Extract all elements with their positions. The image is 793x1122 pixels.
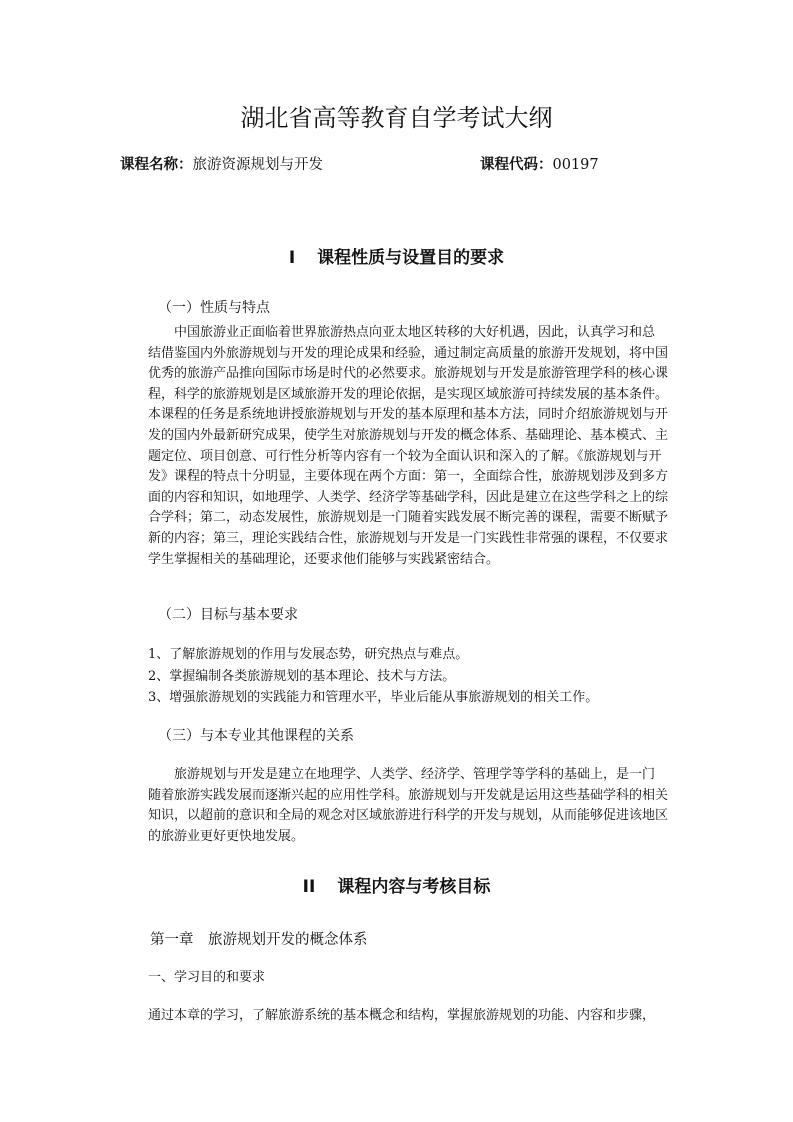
text-line: 合学科；第二，动态发展性，旅游规划是一门随着实践发展不断完善的课程，需要不断赋予 (148, 510, 669, 526)
course-code (480, 154, 599, 176)
subsection-1-heading: （一）性质与特点 (158, 300, 270, 316)
paragraph-chapter-1 (148, 1006, 656, 1027)
subsection-3-heading: （三）与本专业其他课程的关系 (158, 728, 354, 744)
text-line: 题定位、项目创意、可行性分析等内容有一个较为全面认识和深入的了解。《旅游规划与开 (148, 448, 662, 464)
text-line: 学生掌握相关的基础理论，还要求他们能够与实践紧密结合。 (148, 551, 500, 567)
text-line: 面的内容和知识，如地理学、人类学、经济学等基础学科，因此是建立在这些学科之上的综 (148, 489, 669, 505)
course-code-label: 课程代码： (480, 157, 553, 173)
course-name-label: 课程名称： (120, 157, 193, 173)
text-line: 中国旅游业正面临着世界旅游热点向亚太地区转移的大好机遇，因此，认真学习和总 (174, 325, 656, 340)
paragraph-nature (148, 323, 669, 570)
text-line: 发的国内外最新研究成果，使学生对旅游规划与开发的概念体系、基础理论、基本模式、主 (148, 427, 669, 443)
chapter-subheading: 一、学习目的和要求 (148, 970, 266, 985)
course-code-value: 00197 (552, 157, 599, 173)
text-line: 结借鉴国内外旅游规划与开发的理论成果和经验，通过制定高质量的旅游开发规划，将中国 (148, 345, 669, 361)
list-item: 1、了解旅游规划的作用与发展态势，研究热点与难点。 (148, 647, 469, 662)
paragraph-relations (148, 765, 669, 847)
section-1-title: 课程性质与设置目的要求 (317, 248, 505, 268)
text-line: 通过本章的学习，了解旅游系统的基本概念和结构，掌握旅游规划的功能、内容和步骤， (148, 1008, 656, 1023)
text-line: 程，科学的旅游规划是区域旅游开发的理论依据，是实现区域旅游可持续发展的基本条件。 (148, 386, 669, 402)
document-title: 湖北省高等教育自学考试大纲 (240, 104, 553, 132)
text-line: 知识，以超前的意识和全局的观念对区域旅游进行科学的开发与规划，从而能够促进该地区 (148, 808, 669, 824)
section-2-heading (0, 874, 793, 900)
course-name-value: 旅游资源规划与开发 (192, 157, 323, 173)
section-1-heading (0, 245, 793, 271)
text-line: 发》课程的特点十分明显，主要体现在两个方面：第一，全面综合性，旅游规划涉及到多方 (148, 469, 669, 485)
text-line: 本课程的任务是系统地讲授旅游规划与开发的基本原理和基本方法，同时介绍旅游规划与开 (148, 407, 669, 423)
text-line: 随着旅游实践发展而逐渐兴起的应用性学科。旅游规划与开发就是运用这些基础学科的相关 (148, 787, 669, 803)
goal-list (148, 644, 598, 709)
section-2-title: 课程内容与考核目标 (337, 877, 491, 897)
text-line: 优秀的旅游产品推向国际市场是时代的必然要求。旅游规划与开发是旅游管理学科的核心课 (148, 366, 669, 382)
list-item: 3、增强旅游规划的实践能力和管理水平，毕业后能从事旅游规划的相关工作。 (148, 690, 599, 705)
text-line: 旅游规划与开发是建立在地理学、人类学、经济学、管理学等学科的基础上，是一门 (174, 767, 656, 782)
list-item: 2、掌握编制各类旅游规划的基本理论、技术与方法。 (148, 668, 456, 684)
section-1-number: I (288, 248, 296, 268)
text-line: 新的内容；第三，理论实践结合性，旅游规划与开发是一门实践性非常强的课程，不仅要求 (148, 530, 669, 546)
text-line: 的旅游业更好更快地发展。 (148, 828, 305, 844)
subsection-2-heading: （二）目标与基本要求 (158, 607, 298, 623)
chapter-heading: 第一章 旅游规划开发的概念体系 (150, 932, 368, 948)
section-2-number: II (302, 877, 316, 897)
course-name (120, 154, 323, 176)
